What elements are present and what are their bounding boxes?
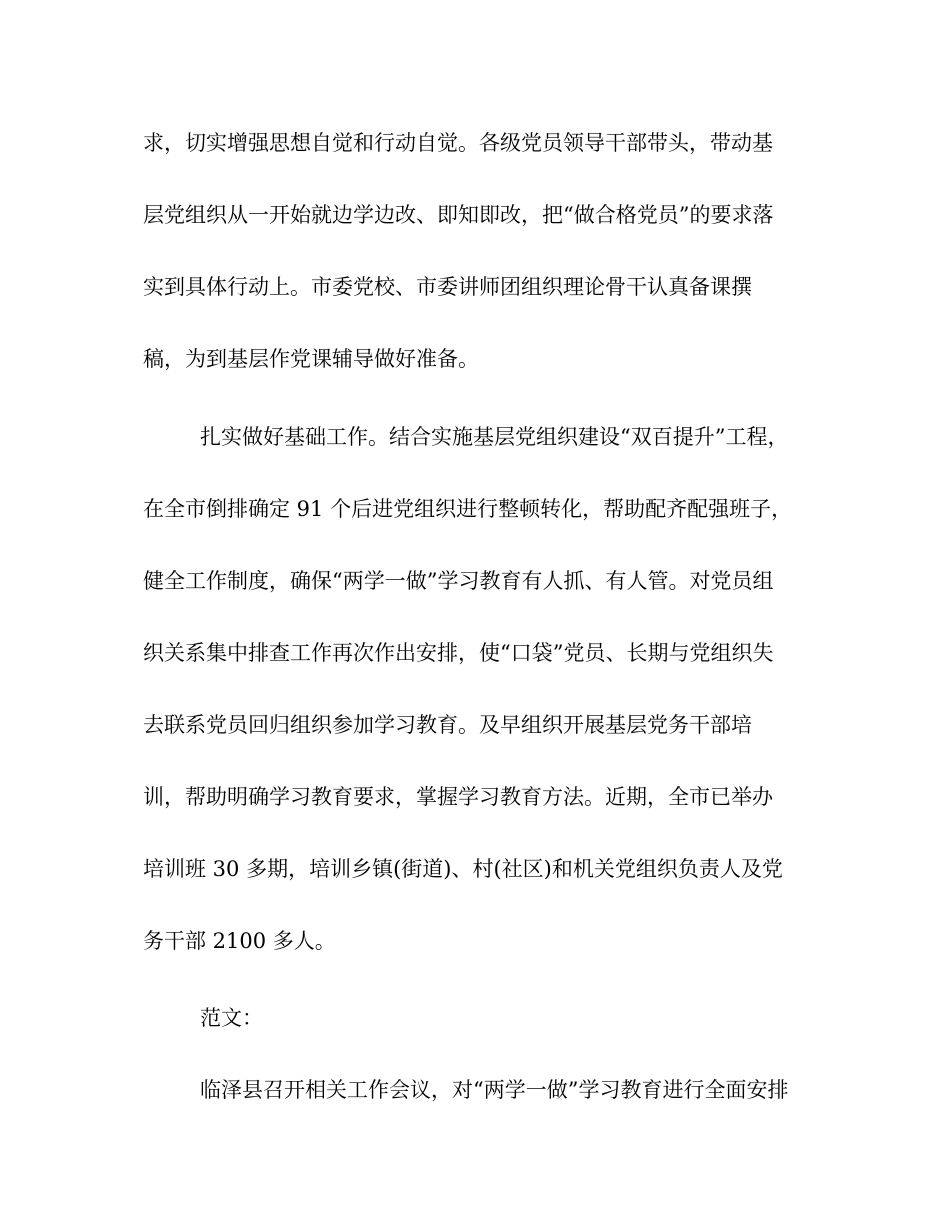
text-line-14: 临泽县召开相关工作会议，对“两学一做”学习教育进行全面安排 xyxy=(200,1078,789,1102)
text-line-4: 稿，为到基层作党课辅导做好准备。 xyxy=(143,347,479,371)
text-line-1: 求，切实增强思想自觉和行动自觉。各级党员领导干部带头，带动基 xyxy=(143,131,773,155)
text-line-9: 去联系党员回归组织参加学习教育。及早组织开展基层党务干部培 xyxy=(143,713,752,737)
text-line-11: 培训班 30 多期，培训乡镇(街道)、村(社区)和机关党组织负责人及党 xyxy=(143,857,783,881)
text-line-6: 在全市倒排确定 91 个后进党组织进行整顿转化，帮助配齐配强班子， xyxy=(143,497,793,521)
text-line-7: 健全工作制度，确保“两学一做”学习教育有人抓、有人管。对党员组 xyxy=(143,569,774,593)
text-line-2: 层党组织从一开始就边学边改、即知即改，把“做合格党员”的要求落 xyxy=(143,203,774,227)
text-line-8: 织关系集中排查工作再次作出安排，使“口袋”党员、长期与党组织失 xyxy=(143,641,774,665)
text-line-3: 实到具体行动上。市委党校、市委讲师团组织理论骨干认真备课撰 xyxy=(143,275,752,299)
text-line-5: 扎实做好基础工作。结合实施基层党组织建设“双百提升”工程， xyxy=(200,425,789,449)
text-line-10: 训，帮助明确学习教育要求，掌握学习教育方法。近期，全市已举办 xyxy=(143,785,773,809)
text-line-12: 务干部 2100 多人。 xyxy=(143,929,336,953)
text-line-13: 范文： xyxy=(200,1006,263,1030)
